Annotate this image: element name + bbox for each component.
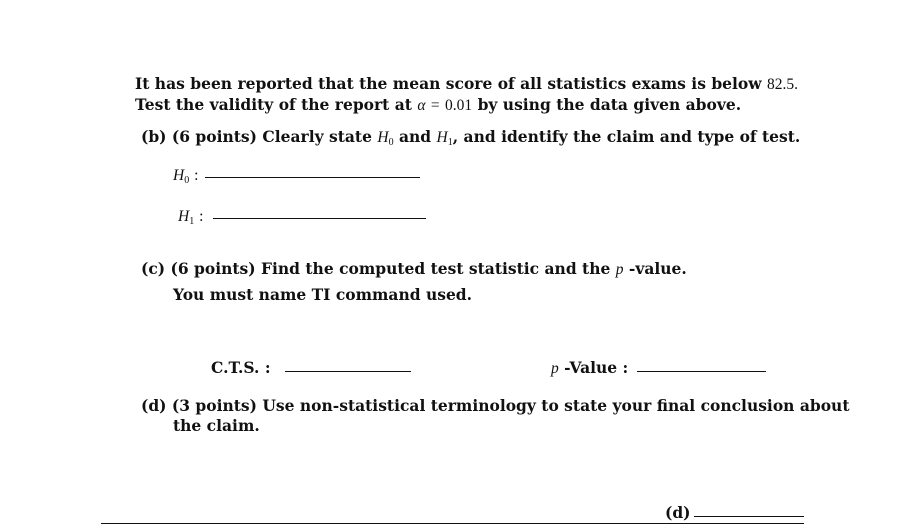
part-d-answer-label: (d) — [665, 503, 691, 522]
part-c-label: (c) — [141, 259, 166, 278]
part-b-points: (6 points) — [171, 127, 257, 146]
pvalue-answer-line[interactable] — [637, 371, 766, 372]
bottom-divider — [101, 523, 804, 524]
equals-sign: = — [430, 97, 440, 114]
h1-answer-line[interactable] — [213, 218, 426, 219]
part-c-question — [141, 259, 687, 280]
h0-field-label: $H_0$ : — [173, 167, 199, 186]
part-d-points: (3 points) — [171, 396, 257, 415]
part-b-text-a: Clearly state — [262, 127, 372, 146]
part-b-question — [141, 127, 800, 148]
part-c-points: (6 points) — [170, 259, 256, 278]
intro-line-2-text-b: by using the data given above. — [477, 95, 742, 114]
pvalue-p-symbol: p — [551, 360, 559, 377]
cts-answer-line[interactable] — [285, 371, 411, 372]
part-d-label: (d) — [141, 396, 167, 415]
part-b-and: and — [398, 127, 432, 146]
part-c-text-b: -value. — [628, 259, 687, 278]
h0-symbol: $H_0$ — [377, 129, 394, 148]
part-c-text-a: Find the computed test statistic and the — [261, 259, 611, 278]
part-b-text-b: , and identify the claim and type of test. — [452, 127, 801, 146]
intro-line-1-text: It has been reported that the mean score of all statistics exams is below — [135, 74, 762, 93]
part-d-question — [141, 396, 849, 416]
part-d-text-line2: the claim. — [173, 416, 260, 435]
part-b-label: (b) — [141, 127, 167, 146]
alpha-value: 0.01 — [445, 97, 473, 114]
intro-line-2 — [135, 95, 741, 116]
intro-line-2-text-a: Test the validity of the report at — [135, 95, 412, 114]
part-c-ti-instruction: You must name TI command used. — [173, 285, 473, 304]
h1-symbol: $H_1$ — [436, 129, 453, 148]
alpha-symbol: α — [417, 97, 426, 114]
part-d-text-line1: Use non-statistical terminology to state your final conclusion about — [262, 396, 850, 415]
intro-mean-value: 82.5. — [767, 76, 798, 93]
h0-answer-line[interactable] — [205, 177, 420, 178]
intro-line-1 — [135, 74, 798, 95]
h1-field-label: $H_1$ : — [178, 208, 204, 227]
part-d-answer-line[interactable] — [694, 516, 804, 517]
p-symbol: p — [615, 261, 624, 278]
pvalue-label-text: -Value : — [564, 358, 629, 377]
pvalue-label — [551, 358, 628, 379]
cts-label: C.T.S. : — [211, 358, 271, 377]
